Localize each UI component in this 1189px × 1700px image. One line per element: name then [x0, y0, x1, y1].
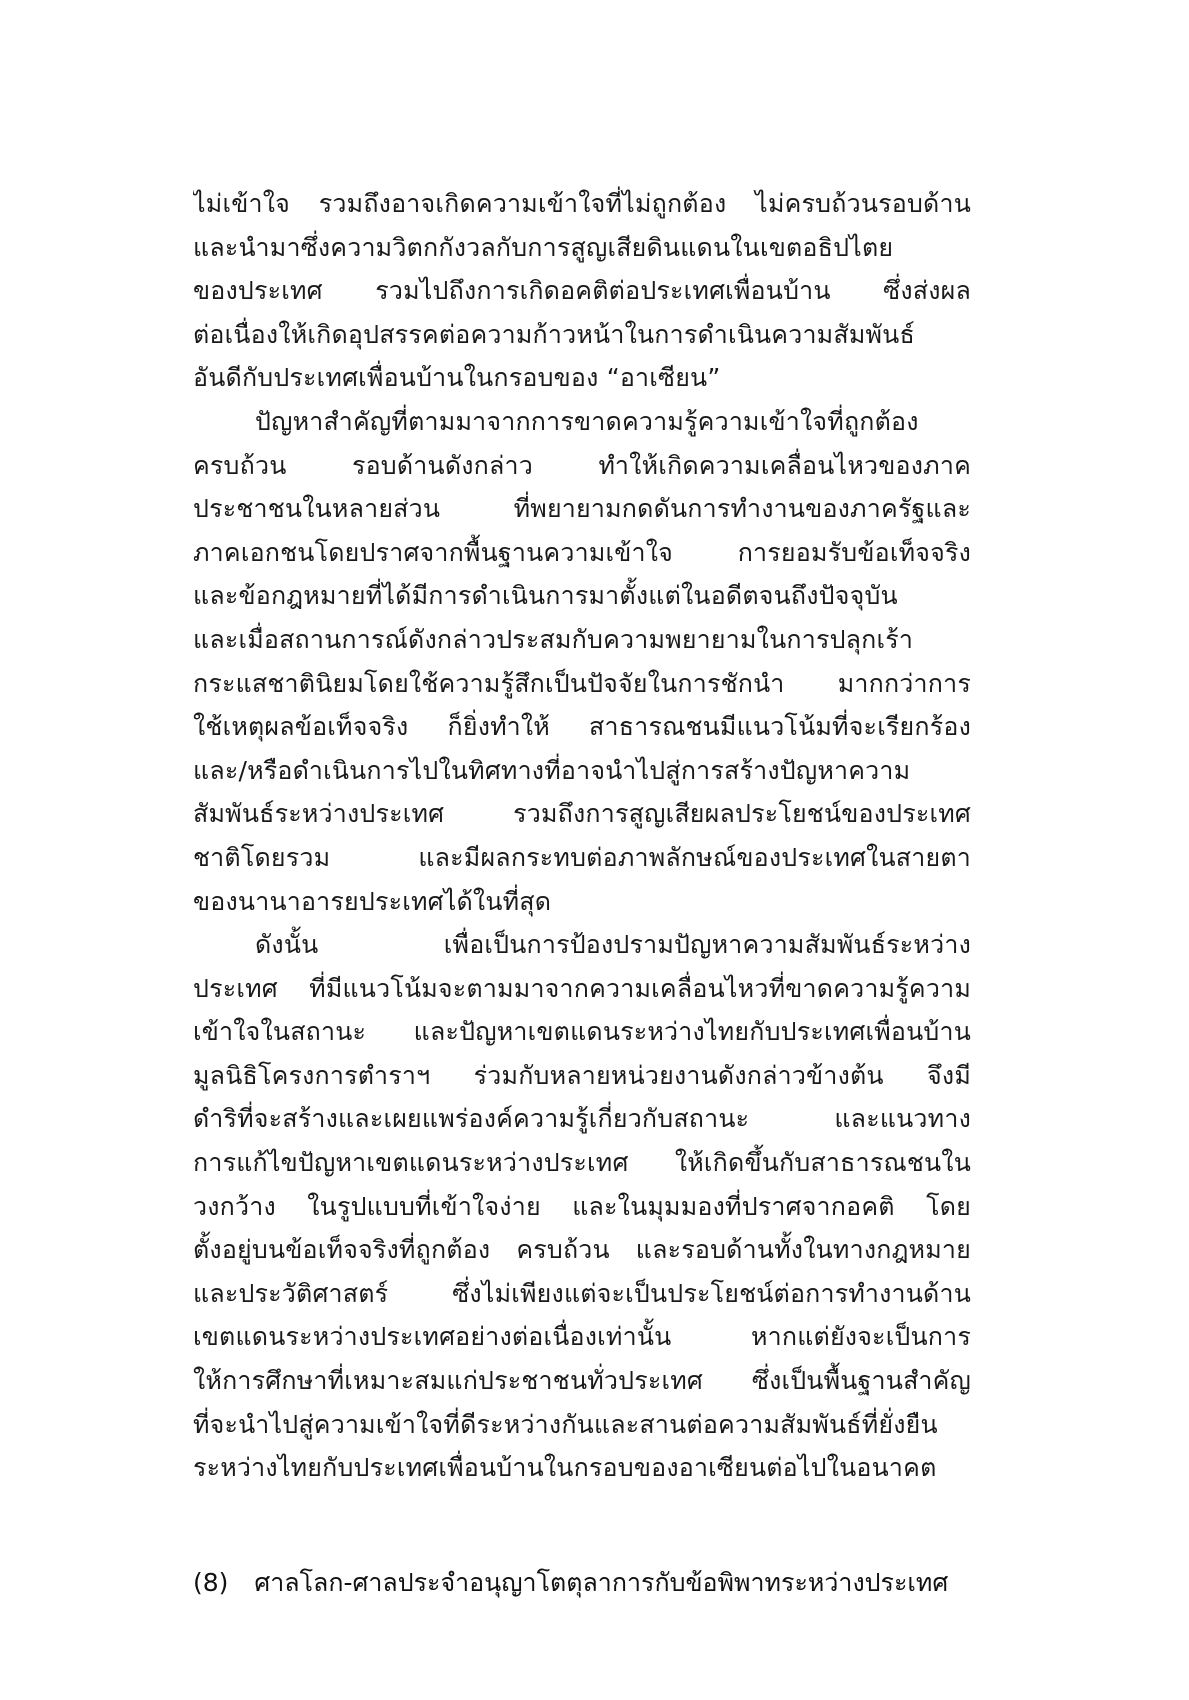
book-title: ศาลโลก-ศาลประจำอนุญาโตตุลาการกับข้อพิพาทระหว่างประเทศ	[254, 1568, 949, 1597]
text-line: ใช้เหตุผลข้อเท็จจริง ก็ยิ่งทำให้ สาธารณชนมีแนวโน้มที่จะเรียกร้อง	[193, 712, 971, 742]
text-line: การแก้ไขปัญหาเขตแดนระหว่างประเทศ ให้เกิดขึ้นกับสาธารณชนใน	[193, 1148, 971, 1178]
page-number: (8)	[193, 1568, 229, 1597]
page-footer	[193, 1565, 983, 1601]
text-line: ดังนั้น เพื่อเป็นการป้องปรามปัญหาความสัมพันธ์ระหว่าง	[255, 930, 971, 960]
text-line: ประเทศ ที่มีแนวโน้มจะตามมาจากความเคลื่อนไหวที่ขาดความรู้ความ	[193, 973, 971, 1003]
text-line: วงกว้าง ในรูปแบบที่เข้าใจง่าย และในมุมมองที่ปราศจากอคติ โดย	[193, 1191, 971, 1221]
text-line: ประชาชนในหลายส่วน ที่พยายามกดดันการทำงานของภาครัฐและ	[193, 494, 971, 524]
text-line: ต่อเนื่องให้เกิดอุปสรรคต่อความก้าวหน้าในการดำเนินความสัมพันธ์	[193, 319, 915, 349]
text-line: ไม่เข้าใจ รวมถึงอาจเกิดความเข้าใจที่ไม่ถูกต้อง ไม่ครบถ้วนรอบด้าน	[193, 189, 971, 218]
body-text	[193, 182, 971, 1490]
text-line: และประวัติศาสตร์ ซึ่งไม่เพียงแต่จะเป็นประโยชน์ต่อการทำงานด้าน	[193, 1278, 971, 1308]
text-line: ให้การศึกษาที่เหมาะสมแก่ประชาชนทั่วประเทศ ซึ่งเป็นพื้นฐานสำคัญ	[193, 1366, 971, 1396]
text-line: ภาคเอกชนโดยปราศจากพื้นฐานความเข้าใจ การยอมรับข้อเท็จจริง	[193, 537, 971, 567]
text-line: และนำมาซึ่งความวิตกกังวลกับการสูญเสียดินแดนในเขตอธิปไตย	[193, 232, 894, 262]
text-line: เขตแดนระหว่างประเทศอย่างต่อเนื่องเท่านั้น หากแต่ยังจะเป็นการ	[193, 1322, 971, 1352]
text-line: ครบถ้วน รอบด้านดังกล่าว ทำให้เกิดความเคลื่อนไหวของภาค	[193, 450, 971, 480]
text-line: ชาติโดยรวม และมีผลกระทบต่อภาพลักษณ์ของประเทศในสายตา	[193, 842, 971, 872]
text-line: ตั้งอยู่บนข้อเท็จจริงที่ถูกต้อง ครบถ้วน และรอบด้านทั้งในทางกฎหมาย	[193, 1235, 971, 1265]
paragraph-3	[193, 923, 971, 1490]
text-line: ปัญหาสำคัญที่ตามมาจากการขาดความรู้ความเข้าใจที่ถูกต้อง	[255, 406, 919, 436]
text-line: ระหว่างไทยกับประเทศเพื่อนบ้านในกรอบของอาเซียนต่อไปในอนาคต	[193, 1453, 937, 1483]
text-line: และ/หรือดำเนินการไปในทิศทางที่อาจนำไปสู่การสร้างปัญหาความ	[193, 755, 911, 785]
text-line: และเมื่อสถานการณ์ดังกล่าวประสมกับความพยายามในการปลุกเร้า	[193, 624, 914, 654]
text-line: กระแสชาตินิยมโดยใช้ความรู้สึกเป็นปัจจัยในการชักนำ มากกว่าการ	[193, 668, 971, 698]
text-line: เข้าใจในสถานะ และปัญหาเขตแดนระหว่างไทยกับประเทศเพื่อนบ้าน	[193, 1017, 971, 1047]
text-line: ของประเทศ รวมไปถึงการเกิดอคติต่อประเทศเพื่อนบ้าน ซึ่งส่งผล	[193, 276, 971, 306]
text-line: ของนานาอารยประเทศได้ในที่สุด	[193, 886, 552, 916]
text-line: สัมพันธ์ระหว่างประเทศ รวมถึงการสูญเสียผลประโยชน์ของประเทศ	[193, 799, 971, 829]
text-line: และข้อกฎหมายที่ได้มีการดำเนินการมาตั้งแต่ในอดีตจนถึงปัจจุบัน	[193, 581, 898, 611]
text-line: ดำริที่จะสร้างและเผยแพร่องค์ความรู้เกี่ยวกับสถานะ และแนวทาง	[193, 1104, 971, 1134]
text-line: มูลนิธิโครงการตำราฯ ร่วมกับหลายหน่วยงานดังกล่าวข้างต้น จึงมี	[193, 1060, 971, 1090]
paragraph-2	[193, 400, 971, 923]
text-line: อันดีกับประเทศเพื่อนบ้านในกรอบของ “อาเซียน”	[193, 363, 721, 393]
text-line: ที่จะนำไปสู่ความเข้าใจที่ดีระหว่างกันและสานต่อความสัมพันธ์ที่ยั่งยืน	[193, 1409, 938, 1439]
paragraph-1	[193, 182, 971, 400]
